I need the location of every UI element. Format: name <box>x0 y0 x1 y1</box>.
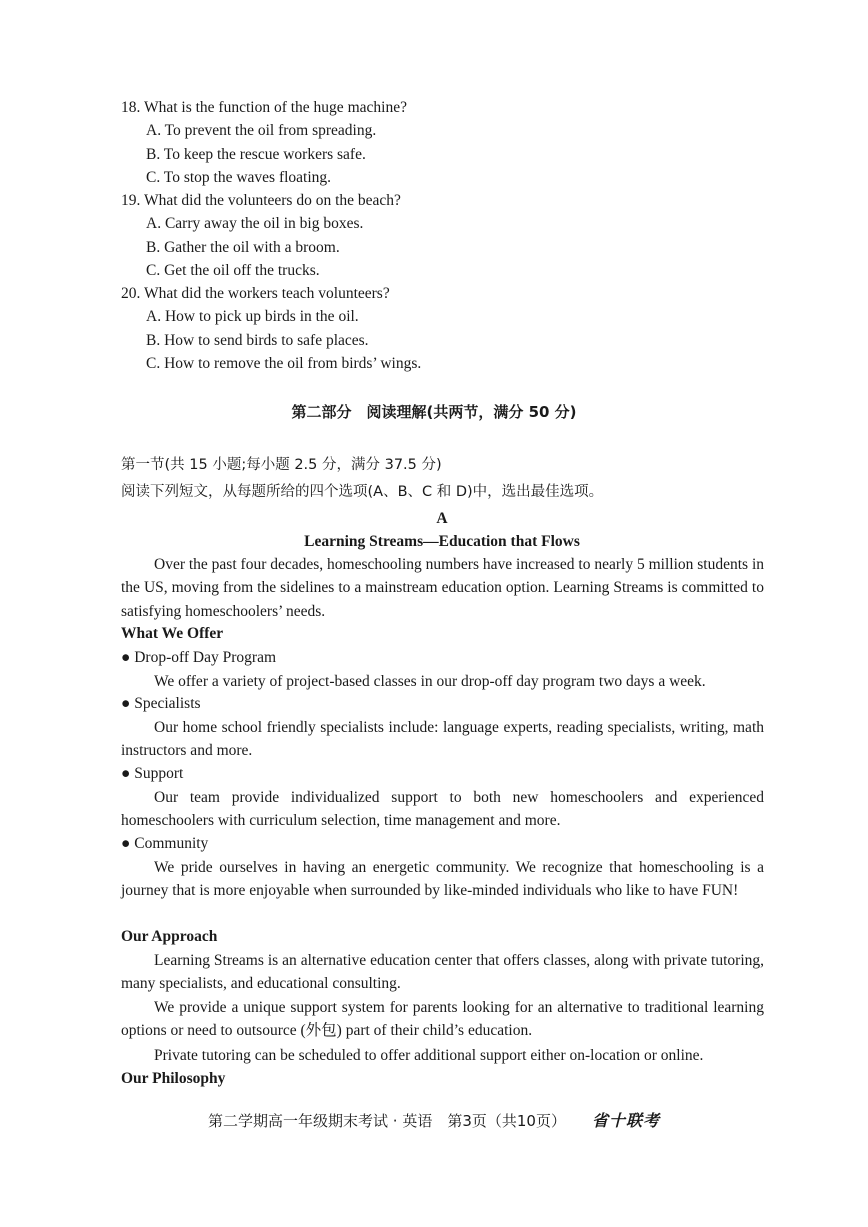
question-19: 19. What did the volunteers do on the beach? <box>121 192 401 209</box>
section-instruction: 阅读下列短文，从每题所给的四个选项(A、B、C 和 D)中，选出最佳选项。 <box>121 484 604 500</box>
question-18: 18. What is the function of the huge machine? <box>121 99 407 116</box>
passage-letter: A <box>436 510 448 527</box>
question-20-option-c: C. How to remove the oil from birds’ wings. <box>146 355 422 372</box>
question-18-option-a: A. To prevent the oil from spreading. <box>146 122 377 139</box>
offer-text-support: Our team provide individualized support to both new homeschoolers and experienced homeschoolers with curriculum selection, time management and more. <box>121 789 764 830</box>
approach-paragraph-1: Learning Streams is an alternative education center that offers classes, along with private tutoring, many specialists, and educational consulting. <box>121 952 764 993</box>
question-20-option-b: B. How to send birds to safe places. <box>146 332 369 349</box>
page-footer <box>0 1111 868 1131</box>
question-19-option-b: B. Gather the oil with a broom. <box>146 239 340 256</box>
footer-text: 第二学期高一年级期末考试 · 英语 第3页（共10页） <box>208 1112 566 1130</box>
approach-heading: Our Approach <box>121 928 218 945</box>
question-20-option-a: A. How to pick up birds in the oil. <box>146 308 359 325</box>
offer-bullet-dropoff: ● Drop-off Day Program <box>121 649 276 666</box>
question-20: 20. What did the workers teach volunteers? <box>121 285 390 302</box>
offer-text-dropoff: We offer a variety of project-based classes in our drop-off day program two days a week. <box>154 673 706 690</box>
offer-text-specialists: Our home school friendly specialists include: language experts, reading specialists, writing, math instructors and more. <box>121 719 764 760</box>
exam-stamp: 省十联考 <box>591 1111 660 1130</box>
offer-bullet-specialists: ● Specialists <box>121 695 201 712</box>
question-18-option-b: B. To keep the rescue workers safe. <box>146 146 366 163</box>
question-18-option-c: C. To stop the waves floating. <box>146 169 332 186</box>
philosophy-heading: Our Philosophy <box>121 1070 226 1087</box>
passage-title: Learning Streams—Education that Flows <box>304 533 580 550</box>
section-title: 第一节(共 15 小题;每小题 2.5 分，满分 37.5 分) <box>121 457 442 473</box>
approach-paragraph-2: We provide a unique support system for parents looking for an alternative to traditional learning options or need to outsource (外包) part of their child’s education. <box>121 999 764 1040</box>
offer-bullet-support: ● Support <box>121 765 184 782</box>
offer-bullet-community: ● Community <box>121 835 209 852</box>
question-19-option-a: A. Carry away the oil in big boxes. <box>146 215 364 232</box>
passage-intro: Over the past four decades, homeschooling numbers have increased to nearly 5 million students in the US, moving from the sidelines to a mainstream education option. Learning Streams is committed to satisfying homeschoolers’ needs. <box>121 556 764 620</box>
offer-text-community: We pride ourselves in having an energetic community. We recognize that homeschooling is a journey that is more enjoyable when surrounded by like-minded individuals who like to have FUN! <box>121 859 764 900</box>
offer-heading: What We Offer <box>121 625 224 642</box>
approach-paragraph-3: Private tutoring can be scheduled to offer additional support either on-location or online. <box>154 1047 704 1064</box>
part-title: 第二部分 阅读理解(共两节，满分 50 分) <box>291 403 577 421</box>
question-19-option-c: C. Get the oil off the trucks. <box>146 262 320 279</box>
